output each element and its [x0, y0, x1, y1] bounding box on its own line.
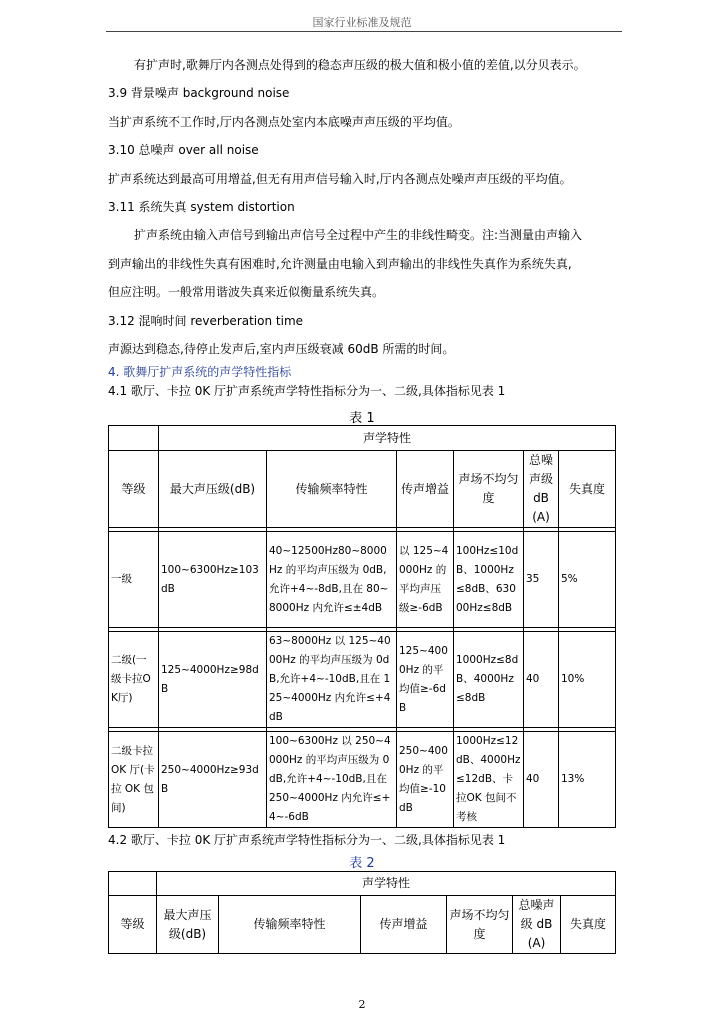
table1-row3-noise: 40	[524, 732, 559, 828]
paragraph-3-11-line1: 扩声系统由输入声信号到输出声信号全过程中产生的非线性畸变。注:当测量由声输入	[134, 228, 583, 242]
running-header: 国家行业标准及规范	[312, 16, 412, 29]
table1-row3-grade: 二级卡拉OK 厅(卡拉 OK 包间)	[109, 732, 159, 828]
table-row	[109, 732, 616, 828]
table1-header-uniformity: 声场不均匀度	[454, 451, 524, 528]
paragraph-3-12: 声源达到稳态,待停止发声后,室内声压级衰减 60dB 所需的时间。	[108, 342, 455, 356]
paragraph-4-1: 4.1 歌厅、卡拉 0K 厅扩声系统声学特性指标分为一、二级,具体指标见表 1	[108, 384, 506, 398]
table1-row3-max-spl: 250~4000Hz≥93dB	[159, 732, 267, 828]
heading-3-11: 3.11 系统失真 system distortion	[108, 200, 295, 214]
table-2	[108, 871, 616, 954]
table1-header-gain: 传声增益	[397, 451, 454, 528]
heading-3-12: 3.12 混响时间 reverberation time	[108, 314, 304, 328]
table1-row3-gain: 250~4000Hz 的平均值≥-10dB	[397, 732, 454, 828]
paragraph-3-9: 当扩声系统不工作时,厅内各测点处室内本底噪声声压级的平均值。	[108, 115, 460, 129]
table2-header-noise: 总噪声级 dB(A)	[513, 896, 561, 954]
table2-caption: 表 2	[349, 856, 375, 871]
table1-caption: 表 1	[349, 411, 375, 426]
table1-row2-gain: 125~4000Hz 的平均值≥-6dB	[397, 632, 454, 728]
table1-row1-freq-response: 40~12500Hz80~8000Hz 的平均声压级为 0dB,允许+4~-8dB,且在 80~8000Hz 内允许≤±4dB	[267, 532, 397, 628]
header-rule	[106, 31, 622, 32]
table2-header-grade: 等级	[109, 896, 157, 954]
table2-header-distortion: 失真度	[561, 896, 616, 954]
table2-corner-cell	[109, 872, 157, 896]
table2-header-gain: 传声增益	[361, 896, 447, 954]
table1-row1-gain: 以 125~4000Hz 的平均声压级≥-6dB	[397, 532, 454, 628]
table1-row1-distortion: 5%	[559, 532, 616, 628]
table1-corner-cell	[109, 426, 159, 451]
table1-row1-max-spl: 100~6300Hz≥103dB	[159, 532, 267, 628]
table1-header-freq-response: 传输频率特性	[267, 451, 397, 528]
table1-header-noise: 总噪声级 dB (A)	[524, 451, 559, 528]
paragraph-3-10: 扩声系统达到最高可用增益,但无有用声信号输入时,厅内各测点处噪声声压级的平均值。	[108, 172, 572, 186]
table-row	[109, 632, 616, 728]
paragraph-3-11-line3: 但应注明。一般常用谐波失真来近似衡量系统失真。	[108, 285, 385, 299]
paragraph-3-11-line2: 到声输出的非线性失真有困难时,允许测量由电输入到声输出的非线性失真作为系统失真,	[108, 257, 572, 271]
page-number: 2	[358, 998, 366, 1011]
table1-row3-distortion: 13%	[559, 732, 616, 828]
paragraph-4-2: 4.2 歌厅、卡拉 0K 厅扩声系统声学特性指标分为一、二级,具体指标见表 1	[108, 833, 506, 847]
table1-header-distortion: 失真度	[559, 451, 616, 528]
heading-3-10: 3.10 总噪声 over all noise	[108, 143, 259, 157]
table-1	[108, 425, 616, 828]
table1-row2-noise: 40	[524, 632, 559, 728]
table2-header-max-spl: 最大声压级(dB)	[157, 896, 219, 954]
table1-group-header: 声学特性	[159, 426, 616, 451]
table2-header-freq-response: 传输频率特性	[219, 896, 361, 954]
table1-row2-grade: 二级(一级卡拉OK厅)	[109, 632, 159, 728]
heading-section-4: 4. 歌舞厅扩声系统的声学特性指标	[108, 365, 292, 379]
table2-header-uniformity: 声场不均匀度	[447, 896, 513, 954]
table1-row1-grade: 一级	[109, 532, 159, 628]
table1-header-max-spl: 最大声压级(dB)	[159, 451, 267, 528]
table1-row2-distortion: 10%	[559, 632, 616, 728]
table2-group-header: 声学特性	[157, 872, 616, 896]
table1-header-grade: 等级	[109, 451, 159, 528]
heading-3-9: 3.9 背景噪声 background noise	[108, 86, 290, 100]
table1-row2-freq-response: 63~8000Hz 以 125~4000Hz 的平均声压级为 0dB,允许+4~-10dB,且在 125~4000Hz 内允许≤+4dB	[267, 632, 397, 728]
table1-row2-max-spl: 125~4000Hz≥98dB	[159, 632, 267, 728]
table1-row2-uniformity: 1000Hz≤8dB、4000Hz≤8dB	[454, 632, 524, 728]
paragraph-3-8-tail: 有扩声时,歌舞厅内各测点处得到的稳态声压级的极大值和极小值的差值,以分贝表示。	[134, 58, 586, 72]
table1-row3-freq-response: 100~6300Hz 以 250~4000Hz 的平均声压级为 0dB,允许+4~-10dB,且在 250~4000Hz 内允许≤+4~-6dB	[267, 732, 397, 828]
table-row	[109, 532, 616, 628]
table1-row3-uniformity: 1000Hz≤12dB、4000Hz≤12dB、卡拉OK 包间不考核	[454, 732, 524, 828]
table1-row1-uniformity: 100Hz≤10dB、1000Hz≤8dB、63000Hz≤8dB	[454, 532, 524, 628]
table1-row1-noise: 35	[524, 532, 559, 628]
